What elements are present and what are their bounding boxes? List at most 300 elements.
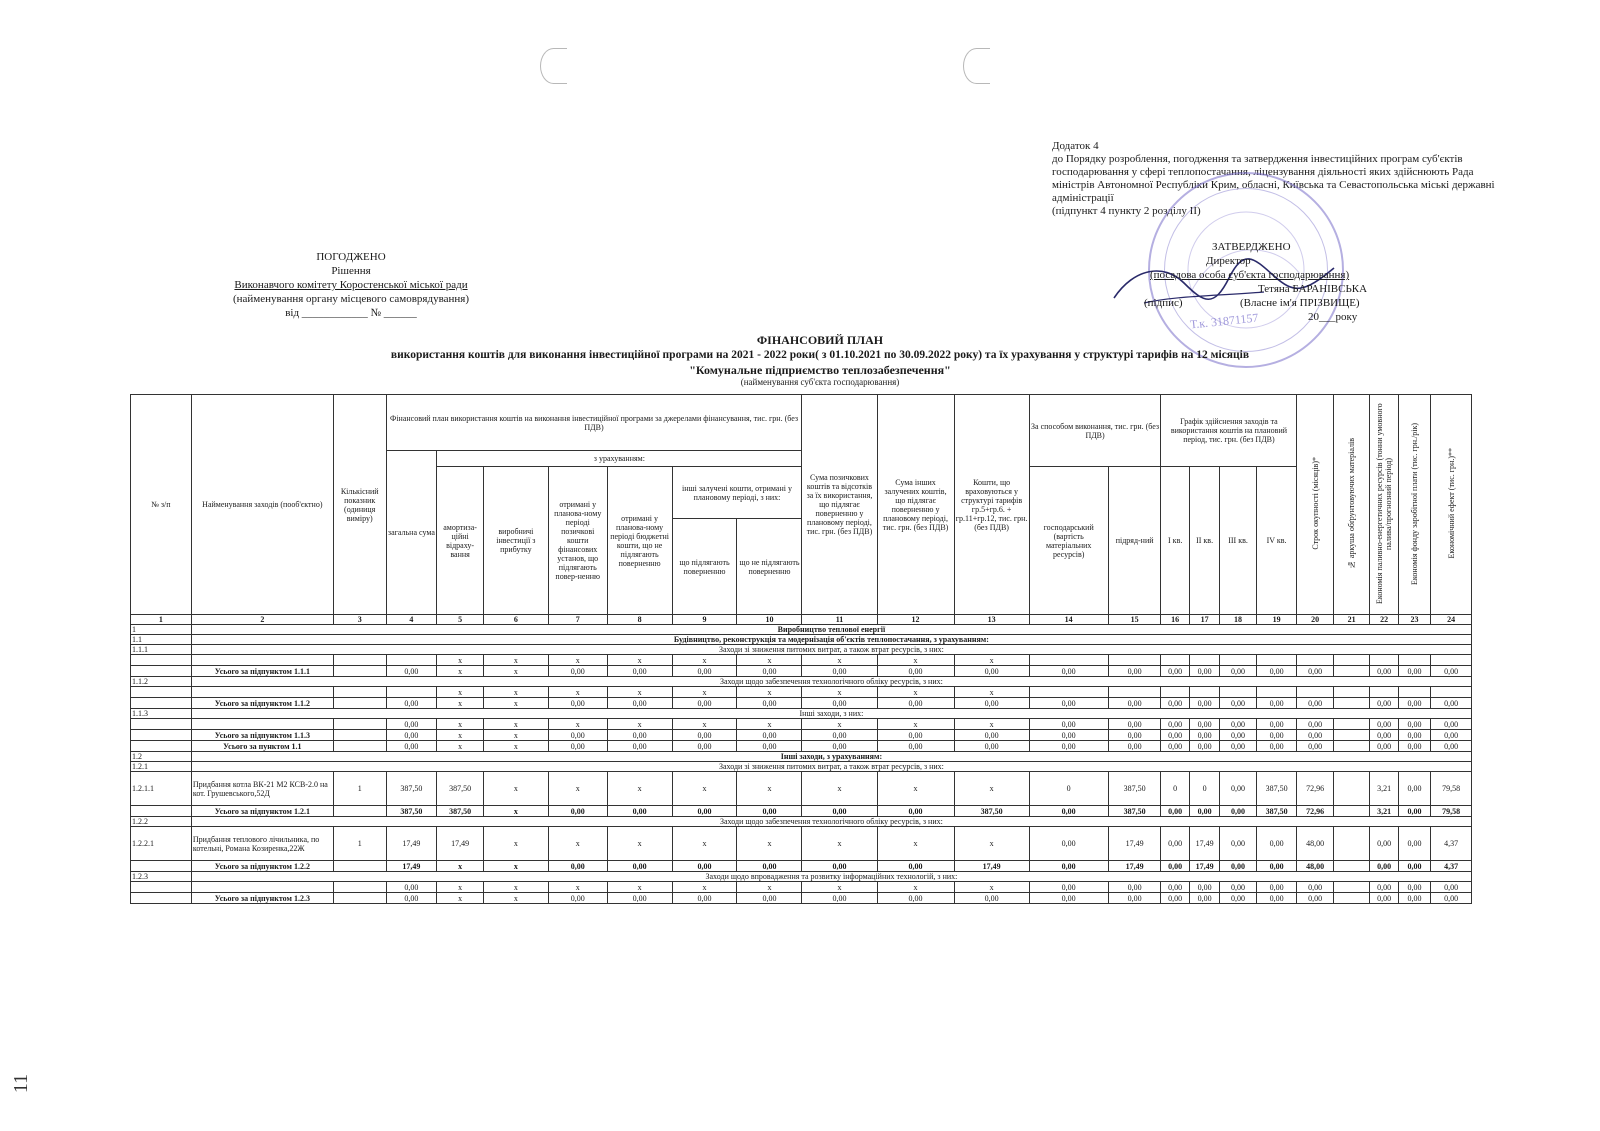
agreed-decision: Рішення [331, 265, 371, 277]
table-cell: 0,00 [802, 666, 877, 677]
table-cell: 0,00 [1108, 730, 1161, 741]
approved-position: Директор [1206, 255, 1251, 267]
column-number: 17 [1189, 615, 1219, 625]
table-cell: x [483, 666, 548, 677]
table-cell: x [483, 655, 548, 666]
table-cell: x [437, 666, 484, 677]
measure-name: Придбання теплового лічильника, по котельні, Романа Козиренка,22Ж [191, 827, 333, 861]
table-cell: 0,00 [737, 806, 802, 817]
table-cell: x [483, 893, 548, 904]
table-cell: 0,00 [1431, 730, 1472, 741]
addendum-body: до Порядку розроблення, погодження та затвердження інвестиційних програм суб'єктів господарювання у сфері теплопостачання, ліцензування діяльності яких здійснюють Рада міністрів Автономної Республіки Крим, обласні, Київська та Севастопольська міські державні адміністрації [1052, 153, 1495, 204]
table-cell: x [672, 772, 737, 806]
table-cell: 0,00 [1220, 861, 1257, 872]
table-cell: x [483, 698, 548, 709]
table-cell: x [548, 719, 607, 730]
table-cell: 0,00 [548, 730, 607, 741]
table-cell: 0,00 [1297, 719, 1334, 730]
table-cell: x [483, 806, 548, 817]
column-number: 24 [1431, 615, 1472, 625]
section-row [131, 645, 1472, 655]
header-loan-funds: отримані у планова-ному періоді позичкові кошти фінансових установ, що підлягають повер-ненню [548, 467, 607, 615]
table-cell: x [483, 882, 548, 893]
table-cell: 0,00 [1431, 666, 1472, 677]
measure-name [191, 687, 333, 698]
table-cell: x [737, 719, 802, 730]
table-cell: 0 [1029, 772, 1108, 806]
section-title: Заходи щодо впровадження та розвитку інформаційних технологій, з них: [191, 872, 1471, 882]
column-number: 9 [672, 615, 737, 625]
table-cell: x [437, 861, 484, 872]
table-cell: 0,00 [1161, 861, 1189, 872]
table-cell [1108, 687, 1161, 698]
table-cell: 79,58 [1431, 772, 1472, 806]
table-cell: 0,00 [1398, 730, 1430, 741]
table-cell: 0,00 [1220, 666, 1257, 677]
financial-plan-table [130, 394, 1472, 904]
table-cell: x [737, 655, 802, 666]
table-cell: x [672, 655, 737, 666]
punch-hole-right [963, 48, 990, 84]
punch-hole-left [540, 48, 567, 84]
table-cell: 0,00 [1220, 698, 1257, 709]
header-loan-return: Сума позичкових коштів та відсотків за їх використання, що підлягає поверненню у плановому періоді, тис. грн. (без ПДВ) [802, 395, 877, 615]
table-cell [1029, 655, 1108, 666]
table-cell: 0,00 [1220, 772, 1257, 806]
header-q2: II кв. [1189, 467, 1219, 615]
section-row [131, 677, 1472, 687]
table-cell: 387,50 [1256, 772, 1297, 806]
table-cell: 0,00 [802, 806, 877, 817]
table-cell: 0,00 [1029, 730, 1108, 741]
table-cell: 48,00 [1297, 861, 1334, 872]
table-cell: x [437, 730, 484, 741]
table-cell: x [548, 687, 607, 698]
table-cell [1161, 687, 1189, 698]
row-number [131, 655, 192, 666]
row-number: 1.2.1 [131, 762, 192, 772]
table-cell: 0,00 [1029, 893, 1108, 904]
table-cell: 0,00 [672, 893, 737, 904]
table-cell: x [802, 719, 877, 730]
table-cell: x [877, 882, 954, 893]
table-cell: 0,00 [1297, 882, 1334, 893]
column-number: 22 [1370, 615, 1398, 625]
table-cell: x [437, 882, 484, 893]
approved-position-note: (посадова особа суб'єкта господарювання) [1150, 269, 1350, 281]
table-cell [1333, 806, 1370, 817]
table-cell: x [802, 772, 877, 806]
table-cell: 387,50 [437, 772, 484, 806]
table-cell: 0,00 [1161, 893, 1189, 904]
table-cell: 17,49 [386, 861, 437, 872]
table-cell: 0,00 [1029, 719, 1108, 730]
section-title: Заходи щодо забезпечення технологічного обліку ресурсів, з них: [191, 817, 1471, 827]
table-cell [333, 882, 386, 893]
table-cell [1333, 698, 1370, 709]
table-cell: 0,00 [1256, 698, 1297, 709]
table-cell: 0,00 [672, 698, 737, 709]
row-number [131, 687, 192, 698]
table-cell: 0,00 [607, 893, 672, 904]
table-cell: x [607, 687, 672, 698]
table-cell: 0,00 [548, 806, 607, 817]
table-cell [333, 666, 386, 677]
table-cell [1431, 655, 1472, 666]
section-row [131, 872, 1472, 882]
table-cell: x [437, 687, 484, 698]
row-number: 1.2.1.1 [131, 772, 192, 806]
table-cell: 0,00 [548, 861, 607, 872]
column-number: 4 [386, 615, 437, 625]
entity-note: (найменування суб'єкта господарювання) [740, 377, 900, 387]
table-cell: 0,00 [607, 666, 672, 677]
document-subtitle: використання коштів для виконання інвестиційної програми на 2021 - 2022 роки( з 01.10.2021 по 30.09.2022 року) та їх урахування у структурі тарифів на 12 місяців [390, 349, 1250, 361]
table-cell: x [672, 882, 737, 893]
row-number [131, 893, 192, 904]
column-number: 1 [131, 615, 192, 625]
table-cell [333, 698, 386, 709]
table-cell: x [877, 655, 954, 666]
table-cell: 0,00 [1256, 827, 1297, 861]
table-cell: 0,00 [737, 698, 802, 709]
header-depreciation: амортиза-ційні відраху-вання [437, 467, 484, 615]
table-cell [1220, 687, 1257, 698]
table-cell: 1 [333, 827, 386, 861]
row-number: 1.1 [131, 635, 192, 645]
table-cell [333, 655, 386, 666]
table-cell: 0,00 [1297, 698, 1334, 709]
table-cell: 0,00 [672, 861, 737, 872]
table-cell: 0,00 [607, 806, 672, 817]
table-cell: 387,50 [437, 806, 484, 817]
table-cell: 0,00 [877, 893, 954, 904]
table-row [131, 827, 1472, 861]
section-title: Заходи зі зниження питомих витрат, а також втрат ресурсів, з них: [191, 645, 1471, 655]
section-row [131, 625, 1472, 635]
measure-name: Усього за підпунктом 1.2.2 [191, 861, 333, 872]
header-row-1 [131, 395, 1472, 451]
table-cell: 0,00 [1029, 882, 1108, 893]
table-cell: 17,49 [1108, 827, 1161, 861]
table-cell: 17,49 [386, 827, 437, 861]
column-number: 14 [1029, 615, 1108, 625]
table-cell [1333, 719, 1370, 730]
table-cell: 0,00 [1370, 698, 1398, 709]
table-cell: 0,00 [1029, 698, 1108, 709]
table-cell: 17,49 [1189, 861, 1219, 872]
header-contract-method: підряд-ний [1108, 467, 1161, 615]
column-number: 8 [607, 615, 672, 625]
table-cell [1333, 741, 1370, 752]
table-cell: 0,00 [548, 666, 607, 677]
header-financial-plan: Фінансовий план використання коштів на виконання інвестиційної програми за джерелами фінансування, тис. грн. (без ПДВ) [386, 395, 802, 451]
table-cell: 0,00 [1189, 806, 1219, 817]
header-q4: IV кв. [1256, 467, 1297, 615]
table-cell [1256, 687, 1297, 698]
table-cell: 0,00 [1029, 666, 1108, 677]
table-cell: 4,37 [1431, 861, 1472, 872]
column-number: 23 [1398, 615, 1430, 625]
document-title: ФІНАНСОВИЙ ПЛАН [756, 333, 884, 347]
table-cell: x [483, 772, 548, 806]
table-cell [386, 687, 437, 698]
table-cell: 0,00 [672, 666, 737, 677]
table-cell: 0,00 [1297, 741, 1334, 752]
table-cell: x [483, 719, 548, 730]
table-cell [333, 741, 386, 752]
table-cell [1333, 730, 1370, 741]
table-cell: 0,00 [802, 698, 877, 709]
column-number: 11 [802, 615, 877, 625]
table-cell: 17,49 [954, 861, 1029, 872]
table-cell: 0,00 [1161, 882, 1189, 893]
table-cell: 0,00 [737, 666, 802, 677]
table-cell: 0,00 [1398, 719, 1430, 730]
table-cell: x [437, 698, 484, 709]
agreed-body: Виконавчого комітету Коростенської міської ради [234, 279, 468, 291]
table-cell: x [607, 719, 672, 730]
table-cell: 0,00 [1108, 882, 1161, 893]
row-number: 1.1.1 [131, 645, 192, 655]
table-cell: x [548, 772, 607, 806]
table-cell: x [802, 687, 877, 698]
table-cell: 0,00 [1256, 666, 1297, 677]
table-cell [1189, 687, 1219, 698]
table-cell [1333, 772, 1370, 806]
table-cell: 0,00 [1398, 882, 1430, 893]
section-row [131, 752, 1472, 762]
table-cell: 0,00 [607, 861, 672, 872]
table-cell: 17,49 [1189, 827, 1219, 861]
table-cell: 0,00 [877, 666, 954, 677]
table-cell: 0,00 [386, 882, 437, 893]
table-cell: 0,00 [386, 893, 437, 904]
table-row [131, 730, 1472, 741]
table-cell: 48,00 [1297, 827, 1334, 861]
table-cell: 0,00 [1220, 806, 1257, 817]
table-cell: x [607, 655, 672, 666]
column-number: 6 [483, 615, 548, 625]
section-title: Заходи зі зниження питомих витрат, а також втрат ресурсів, з них: [191, 762, 1471, 772]
table-cell: 387,50 [1108, 806, 1161, 817]
column-number: 10 [737, 615, 802, 625]
table-cell: x [672, 719, 737, 730]
table-cell: x [483, 730, 548, 741]
column-number: 20 [1297, 615, 1334, 625]
row-number: 1.2 [131, 752, 192, 762]
table-cell: x [483, 827, 548, 861]
table-cell: x [737, 772, 802, 806]
table-cell: 0,00 [607, 741, 672, 752]
table-cell: 0,00 [1189, 730, 1219, 741]
table-cell [1333, 882, 1370, 893]
table-cell: 0,00 [877, 806, 954, 817]
table-cell: 0,00 [1398, 893, 1430, 904]
column-number: 18 [1220, 615, 1257, 625]
approved-name-note: (Власне ім'я ПРІЗВИЩЕ) [1240, 297, 1360, 309]
column-number: 7 [548, 615, 607, 625]
column-number: 5 [437, 615, 484, 625]
header-payback: Строк окупності (місяців)* [1297, 395, 1334, 615]
table-cell: x [877, 687, 954, 698]
table-cell: 0,00 [954, 698, 1029, 709]
header-q3: III кв. [1220, 467, 1257, 615]
row-number: 1.1.3 [131, 709, 192, 719]
measure-name: Усього за підпунктом 1.1.3 [191, 730, 333, 741]
table-cell [1398, 655, 1430, 666]
table-cell: x [483, 861, 548, 872]
table-cell: 0,00 [954, 893, 1029, 904]
table-cell: x [954, 655, 1029, 666]
table-cell: 387,50 [1256, 806, 1297, 817]
table-cell: x [672, 687, 737, 698]
table-cell [1297, 655, 1334, 666]
table-cell: x [877, 719, 954, 730]
table-cell: 0,00 [954, 730, 1029, 741]
table-cell: 0,00 [548, 893, 607, 904]
table-cell: x [548, 655, 607, 666]
table-cell: 0,00 [1161, 806, 1189, 817]
table-cell: 0,00 [1189, 666, 1219, 677]
table-cell: 3,21 [1370, 772, 1398, 806]
table-cell [333, 893, 386, 904]
measure-name [191, 719, 333, 730]
row-number [131, 666, 192, 677]
table-cell: x [802, 655, 877, 666]
row-number: 1.2.2 [131, 817, 192, 827]
table-cell: 72,96 [1297, 806, 1334, 817]
row-number [131, 730, 192, 741]
table-cell: 0,00 [1108, 741, 1161, 752]
measure-name: Усього за підпунктом 1.1.2 [191, 698, 333, 709]
table-cell: 0,00 [1431, 893, 1472, 904]
agreed-note: (найменування органу місцевого самоврядування) [232, 293, 469, 305]
header-method: За способом виконання, тис. грн. (без ПДВ) [1029, 395, 1161, 467]
row-number [131, 806, 192, 817]
table-cell [1398, 687, 1430, 698]
header-measure-name: Найменування заходів (пооб'єктно) [191, 395, 333, 615]
table-cell: 0,00 [1029, 827, 1108, 861]
table-cell: 0,00 [1398, 741, 1430, 752]
measure-name: Усього за підпунктом 1.2.3 [191, 893, 333, 904]
row-number [131, 741, 192, 752]
table-cell: 0,00 [1370, 882, 1398, 893]
measure-name: Усього за пунктом 1.1 [191, 741, 333, 752]
table-cell: 387,50 [386, 772, 437, 806]
header-total: загальна сума [386, 451, 437, 615]
table-cell: 0,00 [1256, 861, 1297, 872]
table-cell [386, 655, 437, 666]
row-number: 1 [131, 625, 192, 635]
table-cell: 0,00 [386, 741, 437, 752]
section-title: Заходи щодо забезпечення технологічного обліку ресурсів, з них: [191, 677, 1471, 687]
entity-name: "Комунальне підприємство теплозабезпечення" [689, 363, 951, 377]
table-cell: 0,00 [737, 893, 802, 904]
table-cell: 0,00 [1398, 772, 1430, 806]
table-cell: 0,00 [1189, 882, 1219, 893]
approved-label: ЗАТВЕРДЖЕНО [1212, 241, 1291, 253]
section-title: Інші заходи, з урахуванням: [191, 752, 1471, 762]
table-cell: 0,00 [1161, 741, 1189, 752]
section-row [131, 709, 1472, 719]
table-cell: 0,00 [1161, 719, 1189, 730]
table-cell: 0,00 [672, 730, 737, 741]
table-cell [1297, 687, 1334, 698]
header-q1: I кв. [1161, 467, 1189, 615]
header-other-funds: інші залучені кошти, отримані у плановому періоді, з них: [672, 467, 802, 519]
table-cell: 0,00 [802, 730, 877, 741]
header-other-return: Сума інших залучених коштів, що підлягає поверненню у плановому періоді, тис. грн. (без ПДВ) [877, 395, 954, 615]
row-number: 1.2.2.1 [131, 827, 192, 861]
table-cell: 0,00 [1370, 893, 1398, 904]
column-number-row [131, 615, 1472, 625]
table-cell [1370, 687, 1398, 698]
table-cell: 0,00 [737, 861, 802, 872]
table-cell: 0,00 [1220, 741, 1257, 752]
table-cell: 3,21 [1370, 806, 1398, 817]
table-cell: 0 [1189, 772, 1219, 806]
table-cell [333, 719, 386, 730]
table-cell: 0,00 [1189, 698, 1219, 709]
table-cell: 0,00 [1431, 719, 1472, 730]
table-cell: 0,00 [1370, 861, 1398, 872]
table-cell: 0,00 [1108, 893, 1161, 904]
table-cell: 0,00 [1431, 698, 1472, 709]
table-cell: 0,00 [607, 698, 672, 709]
table-cell: 0,00 [1220, 893, 1257, 904]
table-cell: x [954, 882, 1029, 893]
table-cell: 0,00 [386, 730, 437, 741]
table-cell [333, 861, 386, 872]
table-cell: 17,49 [437, 827, 484, 861]
table-cell: 72,96 [1297, 772, 1334, 806]
approved-year: 20___року [1308, 311, 1358, 323]
table-row [131, 741, 1472, 752]
table-cell: 0,00 [386, 698, 437, 709]
section-title: Виробництво теплової енергії [191, 625, 1471, 635]
table-cell: 0,00 [1029, 861, 1108, 872]
addendum-ref: (підпункт 4 пункту 2 розділу II) [1052, 205, 1201, 217]
table-cell: 79,58 [1431, 806, 1472, 817]
header-profit-investment: виробничі інвестиції з прибутку [483, 467, 548, 615]
table-cell: 0,00 [1029, 741, 1108, 752]
table-cell [1189, 655, 1219, 666]
table-cell: 0,00 [672, 741, 737, 752]
table-cell: 387,50 [1108, 772, 1161, 806]
table-cell: 0,00 [877, 730, 954, 741]
table-cell: 0,00 [1398, 806, 1430, 817]
table-cell: 0,00 [1108, 719, 1161, 730]
table-cell: 0,00 [1370, 730, 1398, 741]
table-cell: 0,00 [1370, 741, 1398, 752]
section-row [131, 762, 1472, 772]
table-cell: 0,00 [877, 861, 954, 872]
table-cell: 0,00 [1431, 741, 1472, 752]
table-cell: 0,00 [1161, 698, 1189, 709]
table-cell: 0,00 [1256, 719, 1297, 730]
approved-name: Тетяна БАРАНІВСЬКА [1258, 283, 1368, 295]
table-cell: 0,00 [802, 741, 877, 752]
header-returnable: що підлягають поверненню [672, 519, 737, 615]
table-cell: 0,00 [737, 730, 802, 741]
table-cell [1029, 687, 1108, 698]
row-number [131, 861, 192, 872]
table-cell [1333, 861, 1370, 872]
table-cell: 0,00 [877, 698, 954, 709]
table-cell: 0,00 [1189, 719, 1219, 730]
table-cell: 0,00 [1256, 893, 1297, 904]
